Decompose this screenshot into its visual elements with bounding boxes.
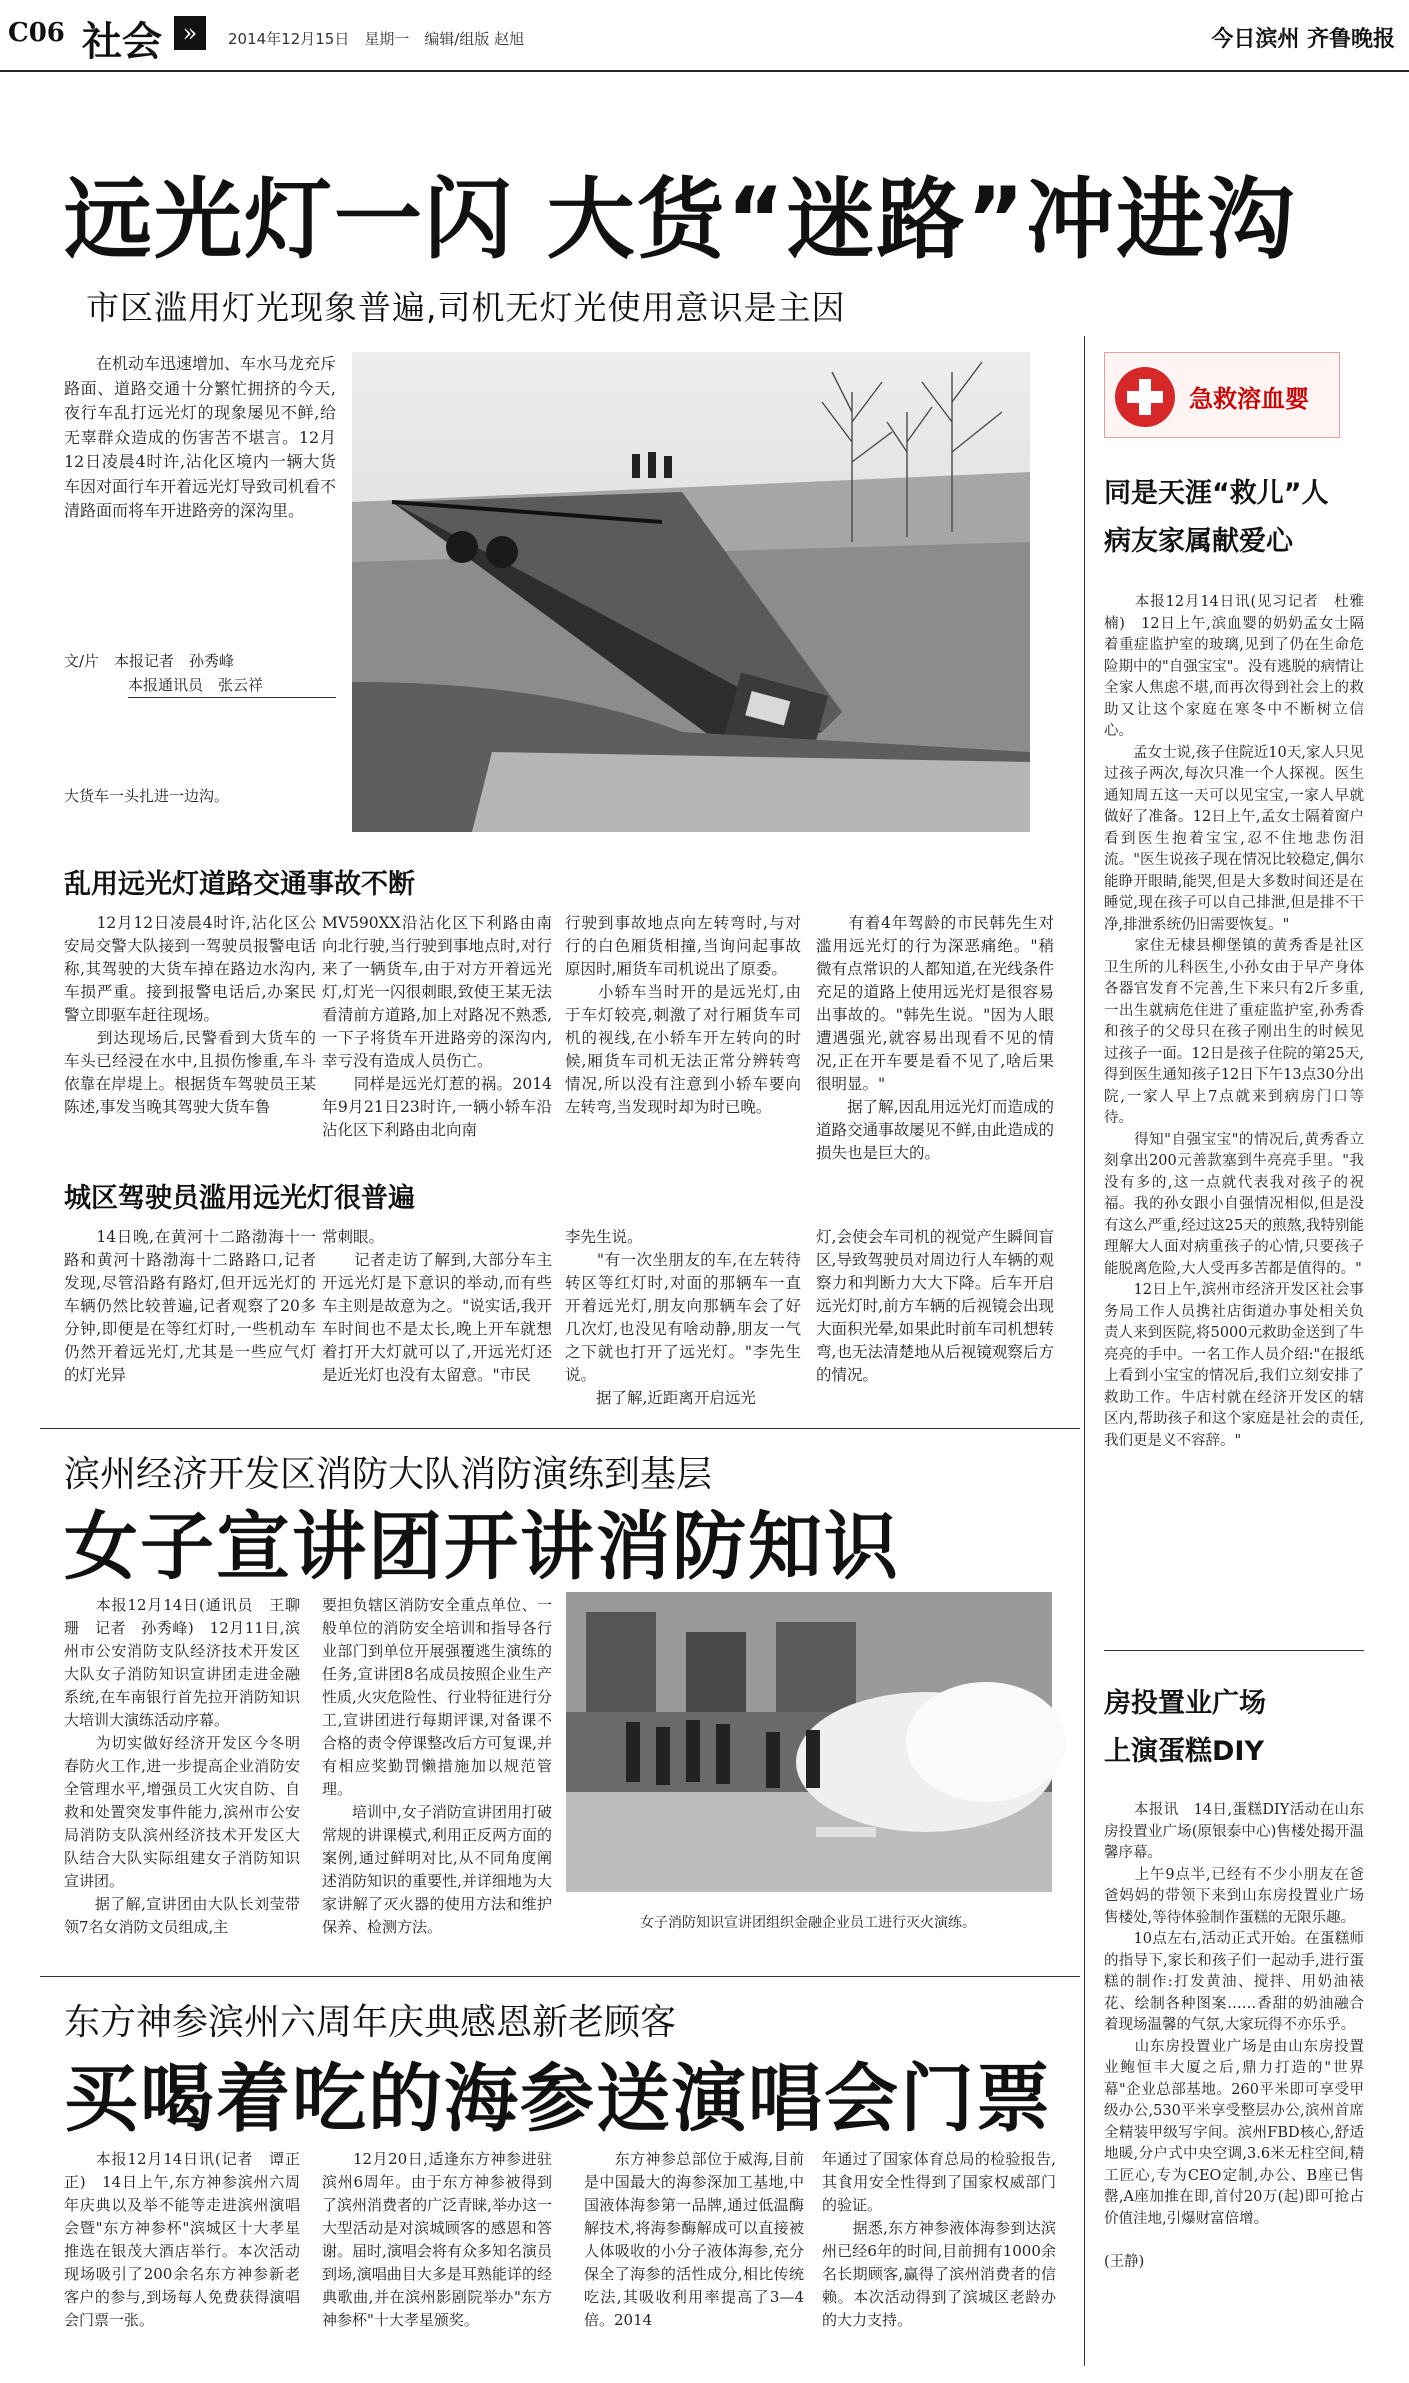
story2-column: 要担负辖区消防安全重点单位、一般单位的消防安全培训和指导各行业部门到单位开展强覆逃生演练的任务,宣讲团8名成员按照企业生产性质,火灾危险性、行业特征进行分工,宣讲团进行每期评课,对备课不合格的责令停课整改后方可复课,并有相应奖勤罚懒措施加以规范管理。 培训中,女子消防宣讲团用打破常规的讲课模式,利用正反两方面的案例,通过鲜明对比,从不同角度阐述消防知识的重要性,并详细地为大家讲解了灭火器的使用方法和维护保养、检测方法。 xyxy=(322,1596,552,1936)
story1-photo-caption: 大货车一头扎进一边沟。 xyxy=(64,787,230,805)
story3-column: 年通过了国家体育总局的检验报告,其食用安全性得到了国家权威部门的验证。 据悉,东方神参液体海参到达滨州已经6年的时间,目前拥有1000余名长期顾客,赢得了滨州消费者的信赖。本次活动得到了滨城区老龄办的大力支持。 xyxy=(822,2150,1056,2329)
sidebar-divider xyxy=(1084,336,1085,2366)
story1-column: 行驶到事故地点向左转弯时,与对行的白色厢货相撞,当询问起事故原因时,厢货车司机说出了原委。 小轿车当时开的是远光灯,由于车灯较亮,刺激了对行厢货车司机的视线,在小轿车开左转向的时候,厢货车司机无法正常分辨转弯情况,所以没有注意到小轿车要向左转弯,当发现时却为时已晚。 xyxy=(565,914,801,1116)
story2-kicker: 滨州经济开发区消防大队消防演练到基层 xyxy=(64,1454,713,1495)
story2-photo-caption: 女子消防知识宣讲团组织金融企业员工进行灭火演练。 xyxy=(640,1915,976,1931)
story3-column: 12月20日,适逢东方神参进驻滨州6周年。由于东方神参被得到了滨州消费者的广泛青睐,举办这一大型活动是对滨城顾客的感恩和答谢。届时,演唱会将有众多知名演员到场,演唱曲目大多是耳熟能详的经典歌曲,并在滨州影剧院举办"东方神参杯"十大孝星颁奖。 xyxy=(322,2150,552,2329)
sidebar-story1-title: 同是天涯“救儿”人 xyxy=(1104,478,1329,509)
story1-column: 常刺眼。 记者走访了解到,大部分车主开远光灯是下意识的举动,而有些车主则是故意为之。"说实话,我开车时间也不是太长,晚上开车就想着打开大灯就可以了,开远光灯还是近光灯也没有太留意。"市民 xyxy=(322,1228,552,1384)
story2-column: 本报12月14日(通讯员 王聊珊 记者 孙秀峰) 12月11日,滨州市公安消防支队经济技术开发区大队女子消防知识宣讲团走进金融系统,在车南银行首先拉开消防知识大培训大演练活动序幕。 为切实做好经济开发区今冬明春防火工作,进一步提高企业消防安全管理水平,增强员工火灾自防、自救和处置突发事件能力,滨州市公安局消防支队滨州经济技术开发区大队结合大队实际组建女子消防知识宣讲团。 据了解,宣讲团由大队长刘莹带领7名女消防文员组成,主 xyxy=(64,1596,300,1936)
story1-subheadline: 市区滥用灯光现象普遍,司机无灯光使用意识是主因 xyxy=(86,288,846,327)
section-arrow-icon: » xyxy=(174,16,206,50)
story3-column: 本报12月14日讯(记者 谭正正) 14日上午,东方神参滨州六周年庆典以及举不能等走进滨州演唱会暨"东方神参杯"滨城区十大孝星推选在银茂大酒店举行。本次活动现场吸引了200余名东方神参新老客户的参与,到场每人免费获得演唱会门票一张。 xyxy=(64,2150,300,2329)
story1-section-heading-2: 城区驾驶员滥用远光灯很普遍 xyxy=(64,1183,415,1214)
sidebar-story2-title-2: 上演蛋糕DIY xyxy=(1104,1736,1265,1767)
story3-kicker: 东方神参滨州六周年庆典感恩新老顾客 xyxy=(64,2002,677,2043)
page-number: C06 xyxy=(8,18,65,48)
newspaper-brand: 今日滨州 齐鲁晚报 xyxy=(1211,27,1395,52)
section-name: 社会 xyxy=(82,19,162,65)
story1-column: 有着4年驾龄的市民韩先生对滥用远光灯的行为深恶痛绝。"稍微有点常识的人都知道,在光线条件充足的道路上使用远光灯是很容易出事故的。"韩先生说。"因为人眼遭遇强光,就容易出现看不见的情况,正在开车要是看不见了,啥后果很明显。" 据了解,因乱用远光灯而造成的道路交通事故屡见不鲜,由此造成的损失也是巨大的。 xyxy=(816,914,1054,1162)
divider xyxy=(40,1428,1080,1429)
sidebar-story2-title: 房投置业广场 xyxy=(1104,1688,1266,1719)
story1-lead: 在机动车迅速增加、车水马龙充斥路面、道路交通十分繁忙拥挤的今天,夜行车乱打远光灯的现象屡见不鲜,给无辜群众造成的伤害苦不堪言。12月12日凌晨4时许,沾化区境内一辆大货车因对面行车开着远光灯导致司机看不清路面而将车开进路旁的深沟里。 xyxy=(64,354,337,520)
truck-in-ditch-photo xyxy=(352,352,1030,832)
story1-headline: 远光灯一闪 大货“迷路”冲进沟 xyxy=(64,168,1297,271)
date-line: 2014年12月15日 星期一 编辑/组版 赵旭 xyxy=(228,30,525,48)
divider xyxy=(1104,1650,1364,1651)
story1-column: 李先生说。 "有一次坐朋友的车,在左转待转区等红灯时,对面的那辆车一直开着远光灯,朋友向那辆车会了好几次灯,也没见有啥动静,朋友一气之下就也打开了远光灯。"李先生说。 据了解,近距离开启远光 xyxy=(565,1228,801,1407)
sidebar-story2-body: 本报讯 14日,蛋糕DIY活动在山东房投置业广场(原银泰中心)售楼处揭开温馨序幕。 上午9点半,已经有不少小朋友在爸爸妈妈的带领下来到山东房投置业广场售楼处,等待体验制作蛋糕的无限乐趣。 10点左右,活动正式开始。在蛋糕师的指导下,家长和孩子们一起动手,进行蛋糕的制作:打发黄油、搅拌、用奶油裱花、绘制各种图案……香甜的奶油融合着现场温馨的气氛,大家玩得不亦乐乎。 山东房投置业广场是由山东房投置业鲍恒丰大厦之后,鼎力打造的"世界幕"企业总部基地。260平米即可享受甲级办公,530平米享受整层办公,滨州首席全精装甲级写字间。滨州FBD核心,舒适地暖,分户式中央空调,3.6米无柱空间,精工匠心,专为CEO定制,办公、B座已售罄,A座加推在即,首付20万(起)即可抢占价值洼地,引爆财富倍增。 (王静) xyxy=(1104,1802,1364,2270)
story2-headline: 女子宣讲团开讲消防知识 xyxy=(64,1504,900,1590)
sidebar-story1-body: 本报12月14日讯(见习记者 杜雅楠) 12日上午,滨血婴的奶奶孟女士隔着重症监护室的玻璃,见到了仍在生命危险期中的"自强宝宝"。没有逃脱的病情让全家人焦虑不堪,而再次得到社会上的救助又让这个家庭在寒冬中不断树立信心。 孟女士说,孩子住院近10天,家人只见过孩子两次,每次只准一个人探视。医生通知周五这一天可以见宝宝,一家人早就做好了准备。12日上午,孟女士隔着窗户看到医生抱着宝宝,忍不住地悲伤泪流。"医生说孩子现在情况比较稳定,偶尔能睁开眼睛,能哭,但是大多数时间还是在睡觉,现在孩子可以自己排泄,但是排不干净,排泄系统仍旧需要恢复。" 家住无棣县柳堡镇的黄秀香是社区卫生所的儿科医生,小孙女由于早产身体各器官发育不完善,生下来只有2斤多重,一出生就病危住进了重症监护室,孙秀香和孩子的父母只在孩子刚出生的时候见过孩子一面。12日是孩子住院的第25天,得到医生通知孩子12日下午13点30分出院,一家人早上7点就来到病房门口等待。 得知"自强宝宝"的情况后,黄秀香立刻拿出200元善款塞到牛亮亮手里。"我没有多的,这一点就代表我对孩子的祝福。我的孙女跟小自强情况相似,但是没有这么严重,经过这25天的煎熬,我特别能理解大人面对病重孩子的心情,只要孩子能脱离危险,大人受再多苦都是值得的。" 12日上午,滨州市经济开发区社会事务局工作人员携社店街道办事处相关负责人来到医院,将5000元救助金送到了牛亮亮的手中。一名工作人员介绍:"在报纸上看到小宝宝的情况后,我们立刻安排了救助工作。牛店村就在经济开发区的辖区内,帮助孩子和这个家庭是社会的责任,我们更是义不容辞。" xyxy=(1104,594,1364,1449)
sidebar-story1-title-2: 病友家属献爱心 xyxy=(1104,526,1293,557)
rescue-logo xyxy=(1104,352,1340,438)
story1-column: 14日晚,在黄河十二路渤海十一路和黄河十路渤海十二路路口,记者发现,尽管沿路有路灯,但开远光灯的车辆仍然比较普遍,记者观察了20多分钟,即便是在等红灯时,一些机动车仍然开着远光灯,尤其是一些应气灯的灯光异 xyxy=(64,1228,316,1384)
logo-text: 急救溶血婴 xyxy=(1189,385,1309,413)
story1-column: MV590XX沿沾化区下利路由南向北行驶,当行驶到事地点时,对行来了一辆货车,由于对方开着远光灯,灯光一闪很刺眼,致使王某无法看清前方道路,加上对路况不熟悉,一下子将货车开进路旁的深沟内,幸亏没有造成人员伤亡。 同样是远光灯惹的祸。2014年9月21日23时许,一辆小轿车沿沾化区下利路由北向南 xyxy=(322,914,552,1139)
story1-byline: 文/片 本报记者 孙秀峰 xyxy=(64,652,235,670)
story1-section-heading-1: 乱用远光灯道路交通事故不断 xyxy=(64,869,415,900)
story1-column: 12月12日凌晨4时许,沾化区公安局交警大队接到一驾驶员报警电话称,其驾驶的大货车掉在路边水沟内,车损严重。接到报警电话后,办案民警立即驱车赶往现场。 到达现场后,民警看到大货车的车头已经浸在水中,且损伤惨重,车斗依靠在岸堤上。根据货车驾驶员王某陈述,事发当晚其驾驶大货车鲁 xyxy=(64,914,316,1116)
fire-drill-photo xyxy=(566,1592,1052,1892)
header-rule xyxy=(0,70,1409,72)
divider xyxy=(40,1976,1080,1977)
story3-headline: 买喝着吃的海参送演唱会门票 xyxy=(64,2056,1052,2142)
story1-byline-2: 本报通讯员 张云祥 xyxy=(128,674,336,698)
story1-column: 灯,会使会车司机的视觉产生瞬间盲区,导致驾驶员对周边行人车辆的观察力和判断力大大下降。后车开启远光灯时,前方车辆的后视镜会出现大面积光晕,如果此时前车司机想转弯,也无法清楚地从后视镜观察后方的情况。 xyxy=(816,1228,1054,1384)
story3-column: 东方神参总部位于威海,目前是中国最大的海参深加工基地,中国液体海参第一品牌,通过低温酶解技术,将海参酶解成可以直接被人体吸收的小分子液体海参,充分保全了海参的活性成分,相比传统吃法,其吸收利用率提高了3—4倍。2014 xyxy=(584,2150,804,2329)
